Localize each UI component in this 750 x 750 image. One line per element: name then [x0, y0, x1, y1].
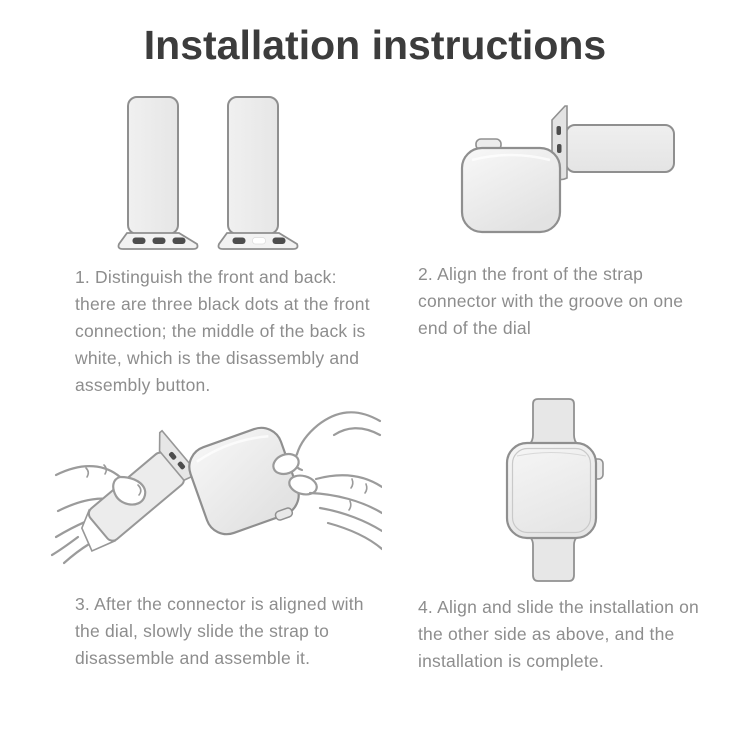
back-dot-3 [273, 238, 286, 245]
watch-strap-bottom [527, 533, 580, 581]
watch-dial [507, 443, 596, 538]
hands-sliding-strap-into-dial-illustration [50, 395, 382, 583]
strap-front-and-back-illustration [60, 90, 380, 258]
align-strap-connector-with-dial-illustration [420, 100, 700, 248]
watch-strap-top [527, 399, 580, 448]
watch-dial [462, 139, 560, 232]
front-dot-2 [153, 238, 166, 245]
assembled-watch-illustration [490, 395, 630, 585]
step-2-text: 2. Align the front of the strap connector with the groove on one end of the dial [418, 264, 684, 338]
back-dot-1 [233, 238, 246, 245]
front-dot-1 [133, 238, 146, 245]
watch-dial-tilted [184, 422, 306, 543]
strap-front [119, 97, 198, 249]
strap-back [219, 97, 298, 249]
front-dot-3 [173, 238, 186, 245]
page-title: Installation instructions [143, 22, 607, 68]
strap-horizontal [566, 125, 674, 172]
step-3-text: 3. After the connector is aligned with the dial, slowly slide the strap to disassemble and assemble it. [75, 594, 364, 668]
back-white-button [253, 238, 266, 245]
step-1-text: 1. Distinguish the front and back: there are three black dots at the front connection; the middle of the back is white, which is the disassembly and assembly button. [75, 267, 370, 395]
step-4-text: 4. Align and slide the installation on the other side as above, and the installation is complete. [418, 597, 699, 671]
